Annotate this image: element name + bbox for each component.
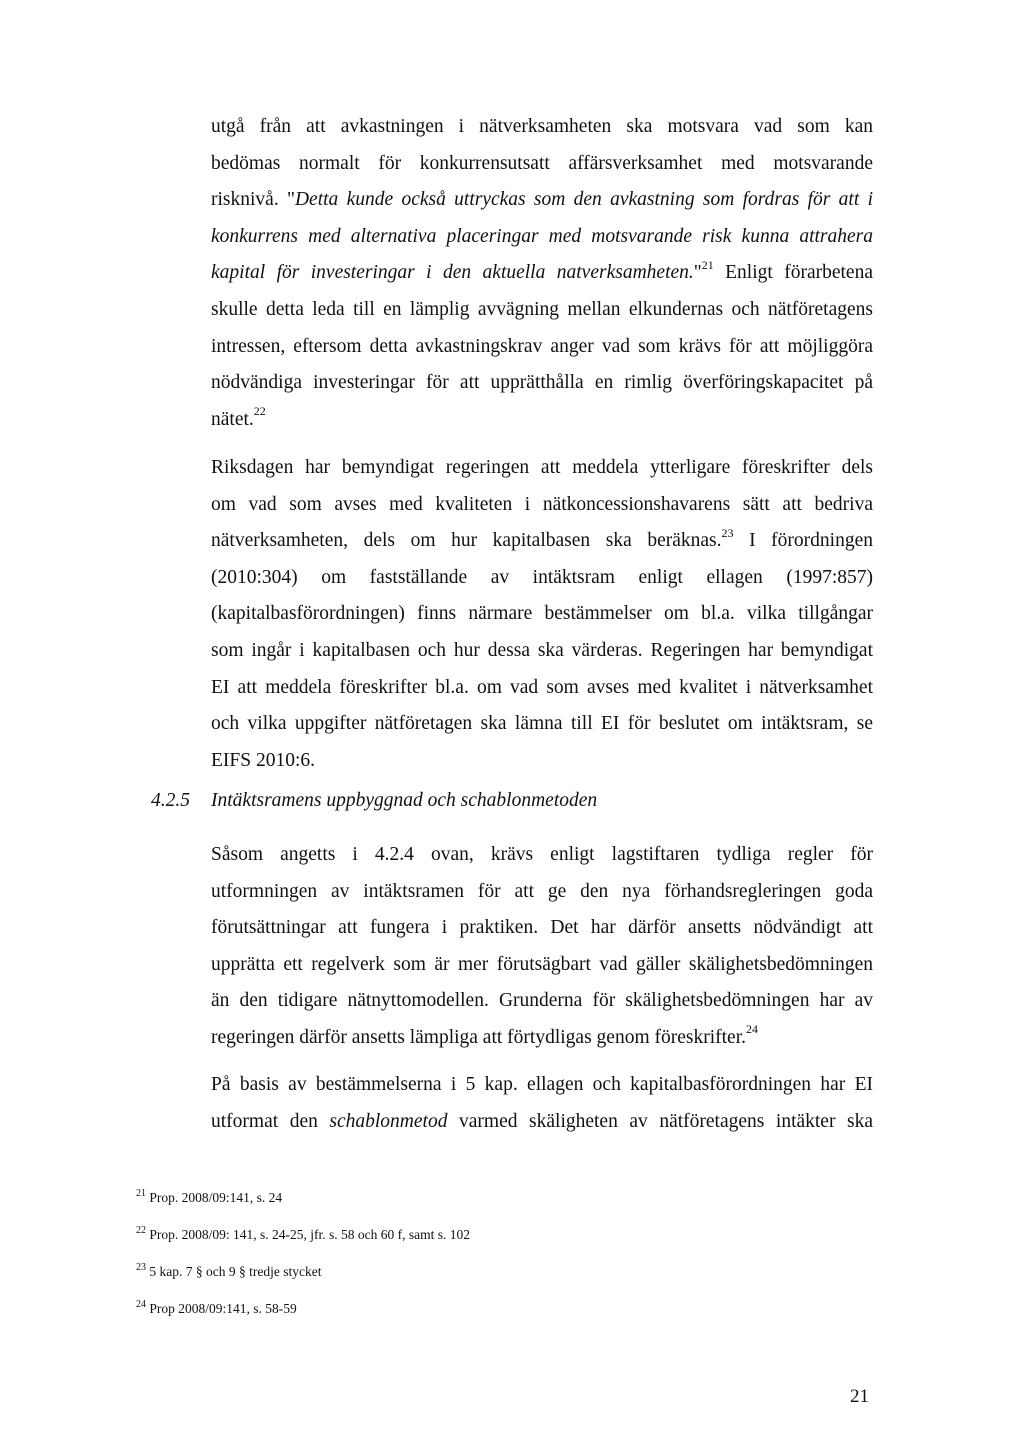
text-run: EIFS 2010:6. (211, 749, 316, 771)
footnote-text: Prop. 2008/09:141, s. 24 (149, 1190, 283, 1205)
text-run: varmed skäligheten av nätföretagens intäkter ska (447, 1110, 873, 1132)
text-line (211, 450, 873, 487)
text-run: om vad som avses med kvaliteten i nätkoncessionshavarens sätt att bedriva (211, 493, 873, 515)
text-line (211, 487, 873, 524)
section-title: Intäktsramens uppbyggnad och schablonmetoden (211, 790, 598, 811)
text-line (211, 146, 873, 183)
text-line (211, 596, 873, 633)
text-run: regeringen därför ansetts lämpliga att förtydligas genom föreskrifter. (211, 1026, 746, 1048)
paragraph-schablon-intro (211, 837, 873, 1057)
italic-text: konkurrens med alternativa placeringar med motsvarande risk kunna attrahera (211, 225, 873, 247)
text-line (211, 743, 873, 780)
text-run: utgå från att avkastningen i nätverksamheten ska motsvara vad som kan (211, 116, 873, 137)
text-line (211, 292, 873, 329)
text-line (211, 329, 873, 366)
text-run: På basis av bestämmelserna i 5 kap. ellagen och kapitalbasförordningen har EI (211, 1074, 873, 1095)
section-number: 4.2.5 (151, 790, 190, 811)
text-line (211, 1067, 873, 1104)
text-run: Såsom angetts i 4.2.4 ovan, krävs enligt lagstiftaren tydliga regler för (211, 844, 873, 865)
italic-text: schablonmetod (329, 1110, 448, 1132)
footnote-number: 22 (136, 1224, 146, 1236)
paragraph-schablonmetod (211, 1067, 873, 1140)
text-run: nödvändiga investeringar för att upprätthålla en rimlig överföringskapacitet på (211, 372, 873, 394)
text-run: förutsättningar att fungera i praktiken. Det har därför ansetts nödvändigt att (211, 917, 873, 939)
text-run: än den tidigare nätnyttomodellen. Grunderna för skälighetsbedömningen har av (211, 990, 873, 1012)
text-run: EI att meddela föreskrifter bl.a. om vad som avses med kvalitet i nätverksamhet (211, 676, 873, 698)
text-line (211, 1020, 873, 1057)
text-line (211, 523, 873, 560)
italic-text: kapital för investeringar i den aktuella natverksamheten. (211, 262, 694, 284)
footnote-text: Prop 2008/09:141, s. 58-59 (149, 1301, 297, 1316)
footnote-24 (136, 1298, 297, 1317)
text-run: (2010:304) om fastställande av intäktsram enligt ellagen (1997:857) (211, 566, 873, 588)
text-run: som ingår i kapitalbasen och hur dessa ska värderas. Regeringen har bemyndigat (211, 639, 873, 661)
footnote-reference: 24 (745, 1022, 758, 1037)
text-line (211, 219, 873, 256)
text-line (211, 706, 873, 743)
page-number: 21 (850, 1386, 869, 1407)
text-run: " (693, 262, 702, 284)
text-run: intressen, eftersom detta avkastningskrav anger vad som krävs för att möjliggöra (211, 335, 873, 357)
footnote-number: 24 (136, 1298, 146, 1310)
text-line (211, 670, 873, 707)
text-line (211, 910, 873, 947)
text-line (211, 182, 873, 219)
text-line (211, 837, 873, 874)
text-line (211, 874, 873, 911)
text-line (211, 365, 873, 402)
footnote-text: 5 kap. 7 § och 9 § tredje stycket (149, 1264, 322, 1279)
footnote-23 (136, 1261, 322, 1280)
footnote-reference: 22 (253, 404, 266, 419)
text-run: nätverksamheten, dels om hur kapitalbasen ska beräknas. (211, 530, 722, 552)
paragraph-avkastning (211, 109, 873, 438)
text-run: utformat den (211, 1110, 330, 1132)
text-run: skulle detta leda till en lämplig avvägning mellan elkundernas och nätföretagens (211, 298, 873, 320)
text-line (211, 1104, 873, 1141)
text-line (211, 633, 873, 670)
text-run: Riksdagen har bemyndigat regeringen att meddela ytterligare föreskrifter dels (211, 457, 873, 478)
footnote-text: Prop. 2008/09: 141, s. 24-25, jfr. s. 58 och 60 f, samt s. 102 (149, 1227, 470, 1242)
text-line (211, 402, 873, 439)
footnote-21 (136, 1187, 283, 1206)
text-line (211, 560, 873, 597)
footnote-22 (136, 1224, 470, 1243)
text-run: (kapitalbasförordningen) finns närmare bestämmelser om bl.a. vilka tillgångar (211, 603, 873, 625)
footnote-reference: 21 (701, 257, 714, 272)
text-run: bedömas normalt för konkurrensutsatt affärsverksamhet med motsvarande (211, 152, 873, 174)
text-line (211, 109, 873, 146)
text-line (211, 255, 873, 292)
text-run: utformningen av intäktsramen för att ge den nya förhandsregleringen goda (211, 880, 873, 902)
italic-text: Detta kunde också uttryckas som den avkastning som fordras för att i (294, 189, 873, 211)
footnote-reference: 23 (721, 525, 734, 540)
text-run: I förordningen (733, 530, 873, 552)
text-run: nätet. (211, 408, 254, 430)
text-line (211, 947, 873, 984)
text-line (211, 983, 873, 1020)
footnote-number: 23 (136, 1261, 146, 1273)
footnote-number: 21 (136, 1187, 146, 1199)
paragraph-riksdagen (211, 450, 873, 779)
text-run: upprätta ett regelverk som är mer förutsägbart vad gäller skälighetsbedömningen (211, 953, 873, 975)
text-run: och vilka uppgifter nätföretagen ska lämna till EI för beslutet om intäktsram, se (211, 713, 873, 735)
text-run: risknivå. " (211, 189, 295, 211)
text-run: Enligt förarbetena (713, 262, 873, 284)
